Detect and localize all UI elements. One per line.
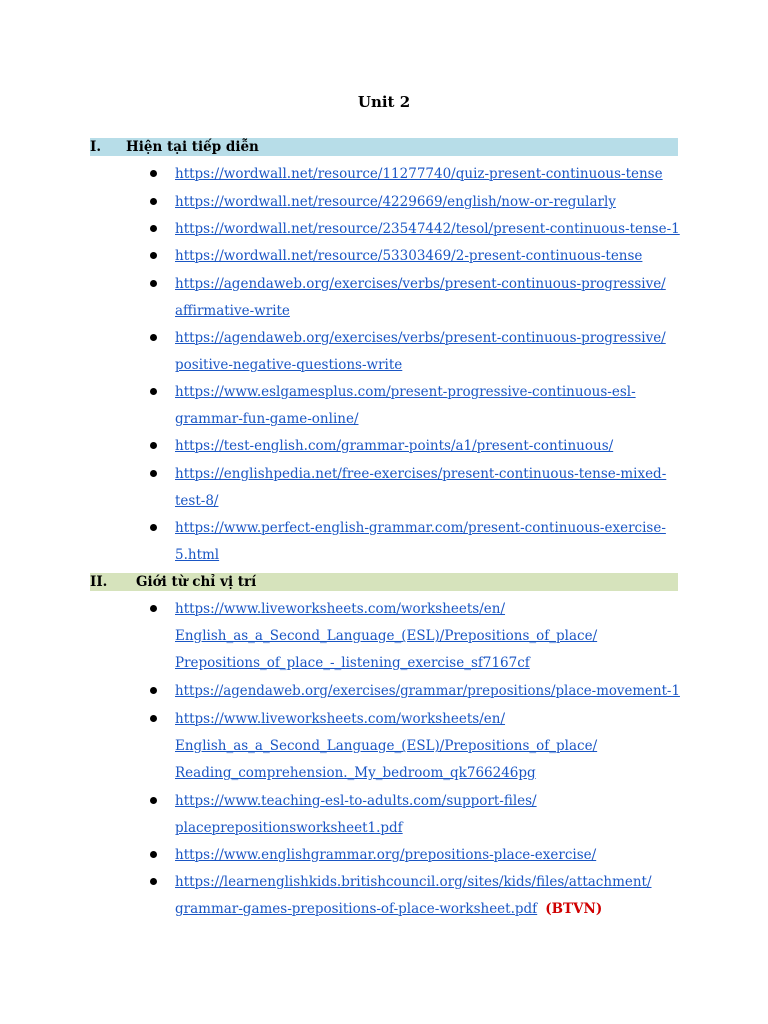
bullet-icon [150, 715, 157, 722]
link[interactable]: https://www.englishgrammar.org/prepositions-place-exercise/ [175, 847, 597, 863]
link[interactable]: https://wordwall.net/resource/11277740/quiz-present-continuous-tense [175, 166, 663, 182]
section-label: Giới từ chỉ vị trí [136, 574, 257, 590]
section-number: II. [90, 574, 108, 590]
bullet-icon [150, 280, 157, 287]
bullet-icon [150, 442, 157, 449]
link[interactable]: grammar-fun-game-online/ [175, 411, 359, 428]
link[interactable]: placeprepositionsworksheet1.pdf [175, 820, 403, 837]
link[interactable]: https://wordwall.net/resource/4229669/english/now-or-regularly [175, 194, 616, 210]
section-heading-2 [90, 573, 678, 591]
bullet-icon [150, 687, 157, 694]
link[interactable]: https://www.liveworksheets.com/worksheets/en/ [175, 601, 506, 617]
link[interactable]: https://agendaweb.org/exercises/verbs/present-continuous-progressive/ [175, 330, 666, 346]
bullet-icon [150, 198, 157, 205]
link[interactable]: English_as_a_Second_Language_(ESL)/Prepositions_of_place/ [175, 738, 598, 755]
link[interactable]: positive-negative-questions-write [175, 357, 403, 374]
link[interactable]: https://www.perfect-english-grammar.com/present-continuous-exercise- [175, 520, 666, 536]
link[interactable]: Reading_comprehension._My_bedroom_qk766246pg [175, 765, 536, 782]
bullet-icon [150, 388, 157, 395]
link[interactable]: https://test-english.com/grammar-points/a1/present-continuous/ [175, 438, 614, 454]
link[interactable]: https://wordwall.net/resource/53303469/2-present-continuous-tense [175, 248, 643, 264]
link[interactable]: grammar-games-prepositions-of-place-worksheet.pdf [175, 901, 538, 918]
link[interactable]: https://englishpedia.net/free-exercises/present-continuous-tense-mixed- [175, 466, 667, 482]
link[interactable]: affirmative-write [175, 303, 290, 320]
link[interactable]: https://agendaweb.org/exercises/grammar/prepositions/place-movement-1 [175, 683, 680, 699]
bullet-icon [150, 334, 157, 341]
bullet-icon [150, 524, 157, 531]
bullet-icon [150, 225, 157, 232]
link[interactable]: Prepositions_of_place_-_listening_exercise_sf7167cf [175, 655, 530, 672]
bullet-icon [150, 797, 157, 804]
link[interactable]: https://www.liveworksheets.com/worksheets/en/ [175, 711, 506, 727]
section-number: I. [90, 139, 102, 155]
link[interactable]: https://wordwall.net/resource/23547442/tesol/present-continuous-tense-1 [175, 221, 680, 237]
link[interactable]: 5.html [175, 547, 220, 564]
homework-tag: (BTVN) [545, 901, 603, 918]
bullet-icon [150, 470, 157, 477]
section-heading-1 [90, 138, 678, 156]
bullet-icon [150, 170, 157, 177]
section-label: Hiện tại tiếp diễn [126, 139, 259, 155]
link[interactable]: https://learnenglishkids.britishcouncil.org/sites/kids/files/attachment/ [175, 874, 652, 890]
bullet-icon [150, 252, 157, 259]
bullet-icon [150, 851, 157, 858]
link[interactable]: https://www.eslgamesplus.com/present-progressive-continuous-esl- [175, 384, 636, 400]
link[interactable]: English_as_a_Second_Language_(ESL)/Prepositions_of_place/ [175, 628, 598, 645]
link[interactable]: test-8/ [175, 493, 219, 510]
page-title: Unit 2 [357, 93, 411, 111]
bullet-icon [150, 878, 157, 885]
link[interactable]: https://agendaweb.org/exercises/verbs/present-continuous-progressive/ [175, 276, 666, 292]
link[interactable]: https://www.teaching-esl-to-adults.com/support-files/ [175, 793, 537, 809]
bullet-icon [150, 605, 157, 612]
